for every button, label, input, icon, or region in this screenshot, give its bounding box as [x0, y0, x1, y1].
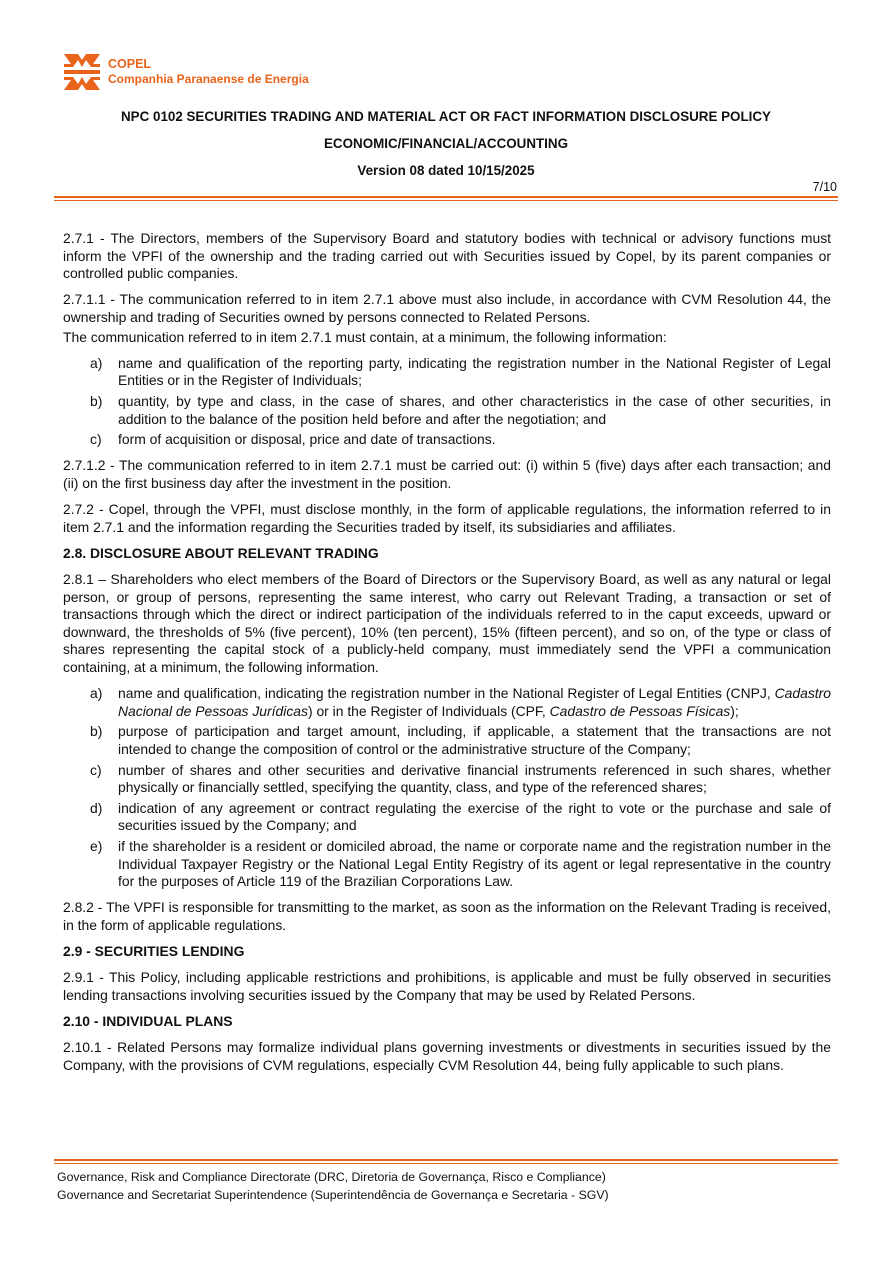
list-marker: d) [90, 799, 103, 816]
list-item [63, 800, 831, 835]
heading-2-9: 2.9 - SECURITIES LENDING [63, 943, 245, 960]
document-subtitle: ECONOMIC/FINANCIAL/ACCOUNTING [324, 136, 568, 151]
company-logo [64, 52, 309, 92]
list-text: if the shareholder is a resident or domiciled abroad, the name or corporate name and the registration number in the Individual Taxpayer Registry or the National Legal Entity Registry of its agent or legal representative in the country for the purposes of Article 119 of the Brazilian Corporations Law. [118, 837, 831, 890]
brand-full-name: Companhia Paranaense de Energia [108, 72, 309, 86]
footer-divider [54, 1159, 838, 1164]
list-marker: b) [90, 723, 103, 740]
list-item [63, 685, 831, 720]
list-text: number of shares and other securities and derivative financial instruments referenced in such shares, whether physically or financially settled, specifying the quantity, class, and type of the referenced shares; [118, 761, 831, 796]
footer-line-2: Governance and Secretariat Superintendence (Superintendência de Governança e Secretaria - SGV) [57, 1188, 609, 1202]
paragraph-2-10-1: 2.10.1 - Related Persons may formalize individual plans governing investments or divestments in securities issued by the Company, with the provisions of CVM regulations, especially CVM Resolution 44, being fully applicable to such plans. [63, 1039, 831, 1073]
footer-line-1: Governance, Risk and Compliance Directorate (DRC, Diretoria de Governança, Risco e Compliance) [57, 1170, 606, 1184]
page-footer [57, 1168, 609, 1204]
paragraph-2-7-1: 2.7.1 - The Directors, members of the Supervisory Board and statutory bodies with technical or advisory functions must inform the VPFI of the ownership and the trading carried out with Securities issued by Copel, by its parent companies or controlled public companies. [63, 230, 831, 282]
document-body [63, 230, 831, 1083]
document-header [54, 106, 838, 187]
list-marker: b) [90, 392, 103, 409]
list-marker: a) [90, 685, 103, 702]
list-item [63, 838, 831, 891]
list-marker: a) [90, 354, 103, 371]
list-2-7-1 [63, 355, 831, 449]
paragraph-2-8-2: 2.8.2 - The VPFI is responsible for transmitting to the market, as soon as the information on the Relevant Trading is received, in the form of applicable regulations. [63, 899, 831, 933]
list-2-8-1 [63, 685, 831, 891]
list-marker: c) [90, 761, 102, 778]
paragraph-2-7-1-2: 2.7.1.2 - The communication referred to in item 2.7.1 must be carried out: (i) within 5 (five) days after each transaction; and (ii) on the first business day after the investment in the position. [63, 457, 831, 491]
paragraph-2-7-2: 2.7.2 - Copel, through the VPFI, must disclose monthly, in the form of applicable regulations, the information referred to in item 2.7.1 and the information regarding the Securities traded by itself, its subsidiaries and affiliates. [63, 501, 831, 535]
paragraph-2-7-1-1: 2.7.1.1 - The communication referred to in item 2.7.1 above must also include, in accordance with CVM Resolution 44, the ownership and trading of Securities owned by persons connected to Related Persons. [63, 291, 831, 325]
copel-logo-icon [64, 54, 100, 90]
list-marker: e) [90, 837, 103, 854]
list-item [63, 762, 831, 797]
document-title: NPC 0102 SECURITIES TRADING AND MATERIAL ACT OR FACT INFORMATION DISCLOSURE POLICY [121, 109, 771, 124]
list-item [63, 723, 831, 758]
list-item [63, 355, 831, 390]
list-text: name and qualification, indicating the registration number in the National Register of Legal Entities (CNPJ, Cadastro Nacional de Pessoas Jurídicas) or in the Register of Individuals (CPF, Cadastro de Pessoas Físicas); [118, 685, 831, 719]
list-item [63, 431, 831, 449]
page-number: 7/10 [812, 180, 837, 194]
list-text: purpose of participation and target amount, including, if applicable, a statement that the transactions are not intended to change the composition of control or the administrative structure of the Company; [118, 723, 831, 757]
list-text: indication of any agreement or contract regulating the exercise of the right to vote or the purchase and sale of securities issued by the Company; and [118, 799, 831, 834]
list-text: form of acquisition or disposal, price and date of transactions. [118, 431, 496, 448]
document-version: Version 08 dated 10/15/2025 [357, 163, 535, 178]
heading-2-10: 2.10 - INDIVIDUAL PLANS [63, 1013, 233, 1030]
paragraph-2-9-1: 2.9.1 - This Policy, including applicable restrictions and prohibitions, is applicable and must be fully observed in securities lending transactions involving securities issued by the Company that may be used by Related Persons. [63, 969, 831, 1003]
header-divider [54, 196, 838, 201]
paragraph-2-8-1: 2.8.1 – Shareholders who elect members of the Board of Directors or the Supervisory Board, as well as any natural or legal person, or group of persons, representing the same interest, who carry out Relevant Trading, a transaction or set of transactions through which the direct or indirect participation of the individuals referred to in the caput exceeds, upward or downward, the thresholds of 5% (five percent), 10% (ten percent), 15% (fifteen percent), and so on, of the type or class of shares representing the capital stock of a publicly-held company, must immediately send the VPFI a communication containing, at a minimum, the following information. [63, 571, 831, 676]
list-text: name and qualification of the reporting party, indicating the registration number in the National Register of Legal Entities or in the Register of Individuals; [118, 354, 831, 389]
list-text: quantity, by type and class, in the case of shares, and other characteristics in the case of other securities, in addition to the balance of the position held before and after the negotiation; and [118, 392, 831, 427]
heading-2-8: 2.8. DISCLOSURE ABOUT RELEVANT TRADING [63, 544, 379, 561]
paragraph-2-7-1-intro: The communication referred to in item 2.7.1 must contain, at a minimum, the following information: [63, 328, 667, 345]
brand-name: COPEL [108, 57, 152, 71]
list-item [63, 393, 831, 428]
list-marker: c) [90, 431, 102, 448]
